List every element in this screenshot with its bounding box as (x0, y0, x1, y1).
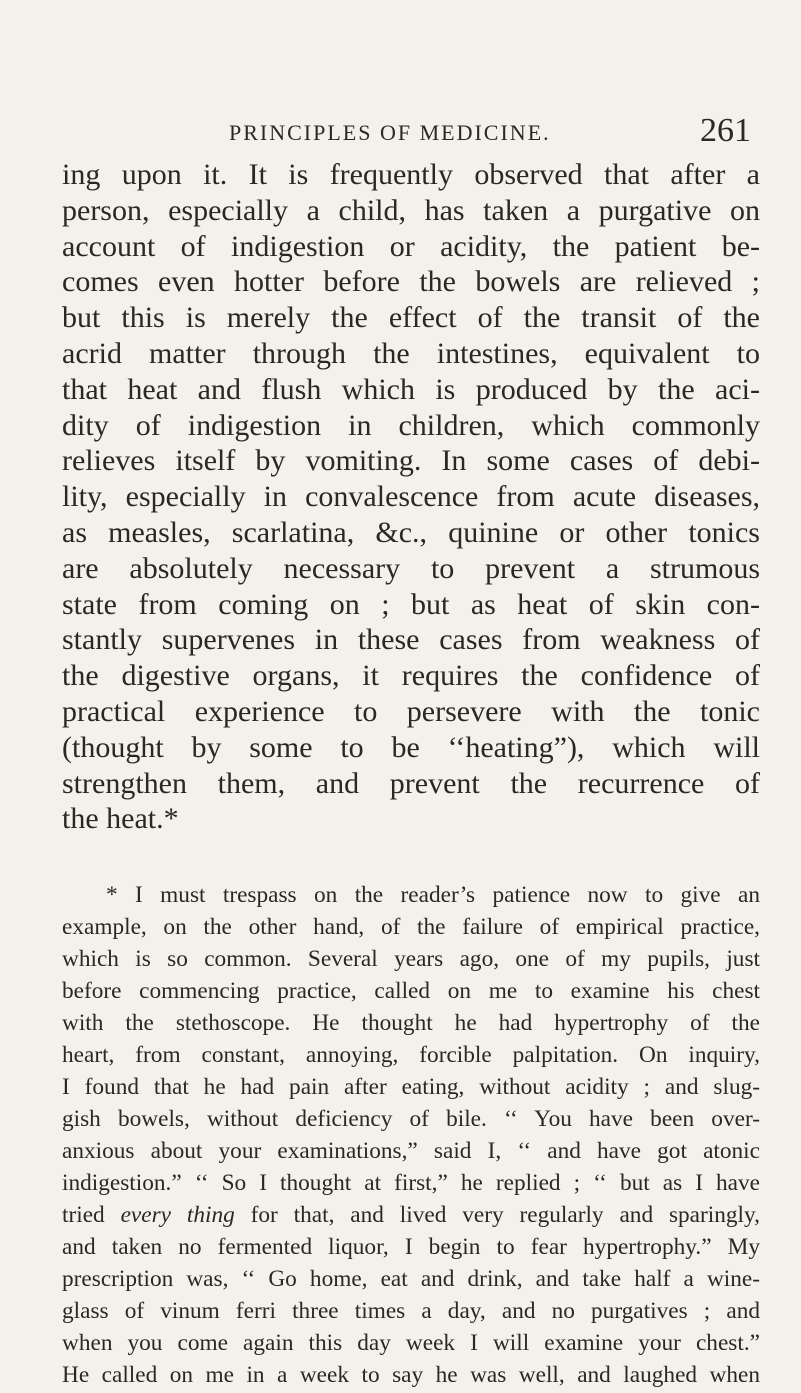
body-line: lity, especially in convalescence from acute diseases, (62, 480, 760, 514)
body-line: practical experience to persevere with the tonic (62, 694, 760, 728)
main-paragraph (62, 157, 760, 837)
footnote-line: and taken no fermented liquor, I begin to fear hypertrophy.” My (62, 1234, 760, 1260)
body-line: stantly supervenes in these cases from weakness of (62, 623, 760, 657)
footnote-line: before commencing practice, called on me to examine his chest (62, 978, 760, 1004)
running-title: PRINCIPLES OF MEDICINE. (229, 120, 551, 145)
body-line: the heat.* (62, 802, 179, 836)
running-header (0, 112, 801, 156)
body-line: (thought by some to be ‘‘heating”), which will (62, 730, 760, 764)
body-line: relieves itself by vomiting. In some cases of debi- (62, 444, 760, 478)
footnote-line: anxious about your examinations,” said I, ‘‘ and have got atonic (62, 1138, 760, 1164)
body-line: are absolutely necessary to prevent a strumous (62, 551, 760, 585)
body-line: state from coming on ; but as heat of skin con- (62, 587, 760, 621)
body-line: dity of indigestion in children, which commonly (62, 408, 760, 442)
footnote-line: example, on the other hand, of the failure of empirical practice, (62, 914, 760, 940)
body-line: but this is merely the effect of the transit of the (62, 301, 760, 335)
body-line: ing upon it. It is frequently observed that after a (62, 158, 760, 191)
footnote-line: He called on me in a week to say he was well, and laughed when (62, 1362, 760, 1388)
body-line: person, especially a child, has taken a purgative on (62, 193, 760, 227)
body-line: account of indigestion or acidity, the patient be- (62, 229, 760, 263)
body-line: as measles, scarlatina, &c., quinine or other tonics (62, 515, 760, 549)
footnote-line: heart, from constant, annoying, forcible palpitation. On inquiry, (62, 1042, 760, 1068)
page-number: 261 (700, 112, 751, 149)
footnote-line: glass of vinum ferri three times a day, and no purgatives ; and (62, 1298, 760, 1324)
body-line: strengthen them, and prevent the recurrence of (62, 766, 760, 800)
footnote-line: when you come again this day week I will examine your chest.” (62, 1330, 760, 1356)
footnote-line: which is so common. Several years ago, one of my pupils, just (62, 946, 760, 972)
footnote-text: tried (62, 1202, 121, 1228)
footnote-line: I found that he had pain after eating, without acidity ; and slug- (62, 1074, 760, 1100)
footnote-line: prescription was, ‘‘ Go home, eat and drink, and take half a wine- (62, 1266, 760, 1292)
body-line: the digestive organs, it requires the confidence of (62, 659, 760, 693)
footnote (62, 879, 760, 1391)
body-line: comes even hotter before the bowels are relieved ; (62, 265, 760, 299)
footnote-line (62, 1199, 760, 1231)
body-line: that heat and flush which is produced by the aci- (62, 372, 760, 406)
footnote-text: for that, and lived very regularly and sparingly, (234, 1202, 760, 1228)
footnote-line: with the stethoscope. He thought he had hypertrophy of the (62, 1010, 760, 1036)
footnote-line: gish bowels, without deficiency of bile. ‘‘ You have been over- (62, 1106, 760, 1132)
footnote-italic-text: every thing (120, 1202, 235, 1228)
body-line: acrid matter through the intestines, equivalent to (62, 336, 760, 370)
footnote-line: indigestion.” ‘‘ So I thought at first,” he replied ; ‘‘ but as I have (62, 1170, 760, 1196)
footnote-line: * I must trespass on the reader’s patience now to give an (106, 882, 760, 908)
